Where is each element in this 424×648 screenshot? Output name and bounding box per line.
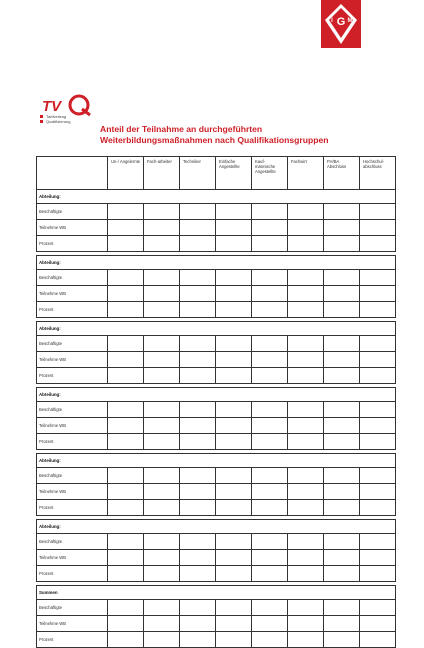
input-cell[interactable] <box>252 434 288 450</box>
row-label: Beschäftigte <box>37 534 108 550</box>
input-cell[interactable] <box>252 468 288 484</box>
input-cell[interactable] <box>144 352 180 368</box>
input-cell[interactable] <box>360 534 396 550</box>
input-cell[interactable] <box>144 600 180 616</box>
input-cell[interactable] <box>324 534 360 550</box>
input-cell[interactable] <box>288 220 324 236</box>
row-label: Teilnehme WB <box>37 418 108 434</box>
input-cell[interactable] <box>144 566 180 582</box>
input-cell[interactable] <box>144 500 180 516</box>
input-cell[interactable] <box>108 484 144 500</box>
input-cell[interactable] <box>360 600 396 616</box>
section-title: Summen <box>37 586 396 600</box>
input-cell[interactable] <box>108 534 144 550</box>
input-cell[interactable] <box>144 286 180 302</box>
table-row <box>37 220 396 236</box>
input-cell[interactable] <box>108 204 144 220</box>
input-cell[interactable] <box>108 352 144 368</box>
input-cell[interactable] <box>216 500 252 516</box>
input-cell[interactable] <box>144 270 180 286</box>
input-cell[interactable] <box>180 286 216 302</box>
input-cell[interactable] <box>216 368 252 384</box>
input-cell[interactable] <box>180 336 216 352</box>
row-label: Teilnehme WB <box>37 220 108 236</box>
table-row <box>37 434 396 450</box>
row-label: Prozent <box>37 632 108 648</box>
input-cell[interactable] <box>360 352 396 368</box>
input-cell[interactable] <box>108 632 144 648</box>
input-cell[interactable] <box>360 236 396 252</box>
input-cell[interactable] <box>144 302 180 318</box>
input-cell[interactable] <box>216 220 252 236</box>
svg-text:I: I <box>331 18 333 24</box>
tvq-line-2: Qualifizierung <box>46 119 71 124</box>
row-label: Teilnehme WB <box>37 286 108 302</box>
table-row <box>37 418 396 434</box>
row-label: Beschäftigte <box>37 204 108 220</box>
input-cell[interactable] <box>324 550 360 566</box>
input-cell[interactable] <box>108 302 144 318</box>
input-cell[interactable] <box>288 550 324 566</box>
input-cell[interactable] <box>108 236 144 252</box>
col-header: Fachwirt <box>288 157 324 190</box>
svg-text:M: M <box>347 18 353 24</box>
input-cell[interactable] <box>360 632 396 648</box>
row-label: Teilnehme WB <box>37 616 108 632</box>
input-cell[interactable] <box>216 204 252 220</box>
row-label: Teilnehme WB <box>37 550 108 566</box>
input-cell[interactable] <box>216 286 252 302</box>
input-cell[interactable] <box>108 270 144 286</box>
row-label: Beschäftigte <box>37 270 108 286</box>
input-cell[interactable] <box>252 368 288 384</box>
col-header: Un-/ Angelernte <box>108 157 144 190</box>
table-row <box>37 632 396 648</box>
input-cell[interactable] <box>144 484 180 500</box>
input-cell[interactable] <box>252 236 288 252</box>
input-cell[interactable] <box>324 352 360 368</box>
input-cell[interactable] <box>144 468 180 484</box>
section-header-row <box>37 454 396 468</box>
input-cell[interactable] <box>360 550 396 566</box>
input-cell[interactable] <box>216 550 252 566</box>
input-cell[interactable] <box>288 434 324 450</box>
input-cell[interactable] <box>288 368 324 384</box>
section-header-row <box>37 322 396 336</box>
input-cell[interactable] <box>216 434 252 450</box>
title-line-1: Anteil der Teilnahme an durchgeführten <box>100 124 263 134</box>
input-cell[interactable] <box>108 434 144 450</box>
row-label: Beschäftigte <box>37 402 108 418</box>
input-cell[interactable] <box>288 566 324 582</box>
input-cell[interactable] <box>216 270 252 286</box>
row-label: Prozent <box>37 236 108 252</box>
input-cell[interactable] <box>252 352 288 368</box>
input-cell[interactable] <box>180 418 216 434</box>
input-cell[interactable] <box>180 484 216 500</box>
input-cell[interactable] <box>144 616 180 632</box>
input-cell[interactable] <box>288 352 324 368</box>
input-cell[interactable] <box>180 204 216 220</box>
ig-metall-logo <box>321 0 361 48</box>
table-row <box>37 352 396 368</box>
section-header-row <box>37 520 396 534</box>
row-label: Teilnehme WB <box>37 352 108 368</box>
input-cell[interactable] <box>180 468 216 484</box>
input-cell[interactable] <box>144 418 180 434</box>
section-title: Abteilung: <box>37 256 396 270</box>
table-row <box>37 550 396 566</box>
input-cell[interactable] <box>180 302 216 318</box>
input-cell[interactable] <box>108 402 144 418</box>
input-cell[interactable] <box>108 600 144 616</box>
input-cell[interactable] <box>288 468 324 484</box>
input-cell[interactable] <box>108 616 144 632</box>
row-label: Beschäftigte <box>37 600 108 616</box>
input-cell[interactable] <box>108 220 144 236</box>
row-label: Teilnehme WB <box>37 484 108 500</box>
table-row <box>37 566 396 582</box>
input-cell[interactable] <box>288 484 324 500</box>
input-cell[interactable] <box>108 468 144 484</box>
input-cell[interactable] <box>288 204 324 220</box>
input-cell[interactable] <box>252 566 288 582</box>
svg-text:G: G <box>336 16 346 28</box>
input-cell[interactable] <box>360 418 396 434</box>
input-cell[interactable] <box>324 220 360 236</box>
section-title: Abteilung: <box>37 190 396 204</box>
input-cell[interactable] <box>324 236 360 252</box>
col-header: Fach-arbeiter <box>144 157 180 190</box>
input-cell[interactable] <box>288 632 324 648</box>
input-cell[interactable] <box>252 550 288 566</box>
input-cell[interactable] <box>216 302 252 318</box>
input-cell[interactable] <box>216 566 252 582</box>
section-header-row <box>37 256 396 270</box>
input-cell[interactable] <box>324 566 360 582</box>
input-cell[interactable] <box>360 204 396 220</box>
row-label: Beschäftigte <box>37 468 108 484</box>
input-cell[interactable] <box>252 204 288 220</box>
input-cell[interactable] <box>252 500 288 516</box>
section-header-row <box>37 190 396 204</box>
input-cell[interactable] <box>180 616 216 632</box>
input-cell[interactable] <box>288 336 324 352</box>
input-cell[interactable] <box>360 566 396 582</box>
tvq-line-1: Tarifvertrag <box>46 114 67 119</box>
input-cell[interactable] <box>252 418 288 434</box>
input-cell[interactable] <box>360 616 396 632</box>
row-label: Prozent <box>37 566 108 582</box>
input-cell[interactable] <box>216 534 252 550</box>
section-title: Abteilung: <box>37 454 396 468</box>
header-corner <box>37 157 108 190</box>
input-cell[interactable] <box>180 402 216 418</box>
input-cell[interactable] <box>252 402 288 418</box>
input-cell[interactable] <box>288 616 324 632</box>
table-row <box>37 500 396 516</box>
col-header: FH/BA Abschluss <box>324 157 360 190</box>
input-cell[interactable] <box>252 600 288 616</box>
input-cell[interactable] <box>288 418 324 434</box>
input-cell[interactable] <box>108 566 144 582</box>
input-cell[interactable] <box>180 534 216 550</box>
table-row <box>37 236 396 252</box>
table-row <box>37 600 396 616</box>
input-cell[interactable] <box>252 632 288 648</box>
input-cell[interactable] <box>216 402 252 418</box>
input-cell[interactable] <box>324 402 360 418</box>
input-cell[interactable] <box>324 270 360 286</box>
input-cell[interactable] <box>288 500 324 516</box>
input-cell[interactable] <box>144 220 180 236</box>
table-row <box>37 468 396 484</box>
input-cell[interactable] <box>252 220 288 236</box>
input-cell[interactable] <box>216 468 252 484</box>
input-cell[interactable] <box>324 500 360 516</box>
input-cell[interactable] <box>360 434 396 450</box>
input-cell[interactable] <box>180 434 216 450</box>
row-label: Prozent <box>37 500 108 516</box>
table-row <box>37 616 396 632</box>
input-cell[interactable] <box>360 402 396 418</box>
input-cell[interactable] <box>144 336 180 352</box>
input-cell[interactable] <box>288 402 324 418</box>
input-cell[interactable] <box>108 500 144 516</box>
table-row <box>37 402 396 418</box>
input-cell[interactable] <box>108 286 144 302</box>
qualification-table <box>36 156 396 648</box>
input-cell[interactable] <box>180 600 216 616</box>
input-cell[interactable] <box>144 632 180 648</box>
input-cell[interactable] <box>324 368 360 384</box>
input-cell[interactable] <box>324 484 360 500</box>
input-cell[interactable] <box>360 368 396 384</box>
input-cell[interactable] <box>324 468 360 484</box>
svg-text:TV: TV <box>42 98 62 115</box>
tvq-bullet-2-icon <box>40 120 43 123</box>
table-row <box>37 336 396 352</box>
input-cell[interactable] <box>324 336 360 352</box>
input-cell[interactable] <box>252 484 288 500</box>
input-cell[interactable] <box>180 352 216 368</box>
input-cell[interactable] <box>324 418 360 434</box>
section-title: Abteilung: <box>37 520 396 534</box>
input-cell[interactable] <box>216 236 252 252</box>
table-row <box>37 270 396 286</box>
input-cell[interactable] <box>144 534 180 550</box>
input-cell[interactable] <box>288 270 324 286</box>
input-cell[interactable] <box>108 550 144 566</box>
header-row <box>37 157 396 190</box>
input-cell[interactable] <box>216 418 252 434</box>
input-cell[interactable] <box>324 302 360 318</box>
col-header: Techniker <box>180 157 216 190</box>
input-cell[interactable] <box>288 236 324 252</box>
input-cell[interactable] <box>288 286 324 302</box>
input-cell[interactable] <box>180 632 216 648</box>
input-cell[interactable] <box>216 616 252 632</box>
input-cell[interactable] <box>360 286 396 302</box>
input-cell[interactable] <box>216 336 252 352</box>
input-cell[interactable] <box>252 336 288 352</box>
input-cell[interactable] <box>216 600 252 616</box>
page-title <box>100 124 400 146</box>
section-title: Abteilung: <box>37 388 396 402</box>
input-cell[interactable] <box>360 302 396 318</box>
input-cell[interactable] <box>108 336 144 352</box>
input-cell[interactable] <box>324 600 360 616</box>
section-header-row <box>37 388 396 402</box>
input-cell[interactable] <box>252 270 288 286</box>
row-label: Beschäftigte <box>37 336 108 352</box>
input-cell[interactable] <box>108 368 144 384</box>
table-row <box>37 302 396 318</box>
row-label: Prozent <box>37 434 108 450</box>
input-cell[interactable] <box>324 286 360 302</box>
input-cell[interactable] <box>360 468 396 484</box>
input-cell[interactable] <box>216 632 252 648</box>
tvq-logo <box>36 93 100 127</box>
input-cell[interactable] <box>252 616 288 632</box>
input-cell[interactable] <box>180 220 216 236</box>
input-cell[interactable] <box>324 204 360 220</box>
section-header-row <box>37 586 396 600</box>
input-cell[interactable] <box>108 418 144 434</box>
input-cell[interactable] <box>216 484 252 500</box>
input-cell[interactable] <box>180 550 216 566</box>
input-cell[interactable] <box>324 632 360 648</box>
input-cell[interactable] <box>360 484 396 500</box>
input-cell[interactable] <box>144 434 180 450</box>
input-cell[interactable] <box>288 600 324 616</box>
input-cell[interactable] <box>144 236 180 252</box>
input-cell[interactable] <box>180 270 216 286</box>
section-title: Abteilung: <box>37 322 396 336</box>
input-cell[interactable] <box>252 286 288 302</box>
title-line-2: Weiterbildungsmaßnahmen nach Qualifikationsgruppen <box>100 135 329 145</box>
table-row <box>37 286 396 302</box>
input-cell[interactable] <box>144 550 180 566</box>
input-cell[interactable] <box>360 500 396 516</box>
input-cell[interactable] <box>144 368 180 384</box>
input-cell[interactable] <box>144 402 180 418</box>
input-cell[interactable] <box>144 204 180 220</box>
table-row <box>37 368 396 384</box>
input-cell[interactable] <box>252 534 288 550</box>
input-cell[interactable] <box>288 302 324 318</box>
input-cell[interactable] <box>360 336 396 352</box>
input-cell[interactable] <box>360 270 396 286</box>
input-cell[interactable] <box>360 220 396 236</box>
input-cell[interactable] <box>216 352 252 368</box>
table-row <box>37 484 396 500</box>
col-header: Einfache Angestellte <box>216 157 252 190</box>
input-cell[interactable] <box>180 566 216 582</box>
input-cell[interactable] <box>180 236 216 252</box>
input-cell[interactable] <box>180 368 216 384</box>
input-cell[interactable] <box>324 616 360 632</box>
input-cell[interactable] <box>324 434 360 450</box>
row-label: Prozent <box>37 368 108 384</box>
input-cell[interactable] <box>180 500 216 516</box>
tvq-bullet-1-icon <box>40 115 43 118</box>
col-header: Kauf-männische Angestellte <box>252 157 288 190</box>
input-cell[interactable] <box>288 534 324 550</box>
table-row <box>37 534 396 550</box>
table-row <box>37 204 396 220</box>
col-header: Hochschul-abschluss <box>360 157 396 190</box>
row-label: Prozent <box>37 302 108 318</box>
input-cell[interactable] <box>252 302 288 318</box>
